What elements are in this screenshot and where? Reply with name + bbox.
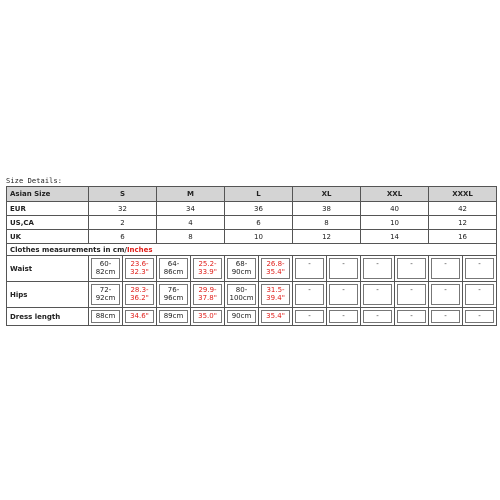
row-label-waist: Waist	[7, 256, 89, 282]
value-box	[329, 258, 358, 279]
value-line: -	[410, 260, 413, 268]
value-box	[397, 310, 426, 323]
value-box	[431, 258, 460, 279]
value-box	[363, 284, 392, 305]
usca-m: 4	[157, 216, 225, 230]
eur-xxxl: 42	[429, 202, 497, 216]
value-line: -	[308, 286, 311, 294]
usca-xxxl: 12	[429, 216, 497, 230]
value-box	[193, 284, 222, 305]
value-box	[363, 258, 392, 279]
table-row	[7, 216, 497, 230]
hips-cell-4	[225, 282, 259, 308]
value-line: 28.3-	[130, 286, 149, 294]
hips-cell-2	[157, 282, 191, 308]
waist-cell-0	[89, 256, 123, 282]
value-line: 26.8-	[266, 260, 285, 268]
value-line: -	[410, 312, 413, 320]
value-line: 89cm	[163, 312, 184, 320]
value-line: -	[376, 286, 379, 294]
value-line: -	[478, 312, 481, 320]
table-row	[7, 282, 497, 308]
value-box	[159, 258, 188, 279]
value-line: 37.8"	[198, 294, 217, 302]
value-line: -	[478, 260, 481, 268]
value-line: 90cm	[231, 312, 252, 320]
value-line: 25.2-	[198, 260, 217, 268]
hips-cell-1	[123, 282, 157, 308]
uk-m: 8	[157, 230, 225, 244]
uk-xl: 12	[293, 230, 361, 244]
size-header-xl: XL	[293, 187, 361, 202]
value-line: -	[342, 312, 345, 320]
value-box	[227, 284, 256, 305]
hips-cell-8	[361, 282, 395, 308]
value-line: -	[478, 286, 481, 294]
dress-length-cell-1	[123, 308, 157, 326]
eur-xl: 38	[293, 202, 361, 216]
value-line: 39.4"	[266, 294, 285, 302]
value-line: 88cm	[95, 312, 116, 320]
hips-cell-7	[327, 282, 361, 308]
uk-s: 6	[89, 230, 157, 244]
value-box	[193, 310, 222, 323]
value-box	[227, 258, 256, 279]
value-line: 35.0"	[198, 312, 217, 320]
value-line: 36.2"	[130, 294, 149, 302]
value-line: 33.9"	[198, 268, 217, 276]
dress-length-cell-8	[361, 308, 395, 326]
value-box	[397, 284, 426, 305]
row-label-hips: Hips	[7, 282, 89, 308]
hips-cell-6	[293, 282, 327, 308]
waist-cell-5	[259, 256, 293, 282]
hips-cell-9	[395, 282, 429, 308]
hips-cell-11	[463, 282, 497, 308]
eur-m: 34	[157, 202, 225, 216]
value-line: 35.4"	[266, 268, 285, 276]
eur-xxl: 40	[361, 202, 429, 216]
size-header-xxxl: XXXL	[429, 187, 497, 202]
value-box	[295, 310, 324, 323]
value-box	[295, 258, 324, 279]
row-label-uk: UK	[7, 230, 89, 244]
measurements-title	[7, 244, 497, 256]
hips-cell-10	[429, 282, 463, 308]
value-box	[193, 258, 222, 279]
value-line: 60-	[99, 260, 112, 268]
waist-cell-4	[225, 256, 259, 282]
uk-xxxl: 16	[429, 230, 497, 244]
value-box	[295, 284, 324, 305]
eur-s: 32	[89, 202, 157, 216]
dress-length-cell-10	[429, 308, 463, 326]
value-line: -	[376, 260, 379, 268]
value-line: 64-	[167, 260, 180, 268]
value-line: 23.6-	[130, 260, 149, 268]
waist-cell-10	[429, 256, 463, 282]
value-line: 32.3"	[130, 268, 149, 276]
waist-cell-3	[191, 256, 225, 282]
size-details-caption: Size Details:	[6, 177, 63, 185]
value-line: 86cm	[163, 268, 184, 276]
value-box	[397, 258, 426, 279]
dress-length-cell-6	[293, 308, 327, 326]
value-box	[91, 258, 120, 279]
usca-l: 6	[225, 216, 293, 230]
value-box	[125, 310, 154, 323]
row-label-usca: US,CA	[7, 216, 89, 230]
usca-xxl: 10	[361, 216, 429, 230]
value-box	[227, 310, 256, 323]
measurements-title-row	[7, 244, 497, 256]
value-line: -	[444, 286, 447, 294]
usca-xl: 8	[293, 216, 361, 230]
waist-cell-6	[293, 256, 327, 282]
size-table	[6, 186, 497, 326]
asian-size-header: Asian Size	[7, 187, 89, 202]
table-row	[7, 308, 497, 326]
value-line: -	[444, 312, 447, 320]
size-chart	[6, 186, 492, 326]
table-row	[7, 230, 497, 244]
value-box	[125, 284, 154, 305]
hips-cell-0	[89, 282, 123, 308]
value-box	[465, 310, 494, 323]
usca-s: 2	[89, 216, 157, 230]
value-line: 72-	[99, 286, 112, 294]
dress-length-cell-3	[191, 308, 225, 326]
dress-length-cell-7	[327, 308, 361, 326]
value-box	[159, 284, 188, 305]
header-row	[7, 187, 497, 202]
size-header-m: M	[157, 187, 225, 202]
row-label-dress-length: Dress length	[7, 308, 89, 326]
waist-cell-2	[157, 256, 191, 282]
value-box	[431, 310, 460, 323]
value-line: -	[342, 286, 345, 294]
value-box	[91, 310, 120, 323]
value-line: -	[410, 286, 413, 294]
value-box	[159, 310, 188, 323]
value-line: 80-	[235, 286, 248, 294]
value-box	[329, 310, 358, 323]
value-line: -	[342, 260, 345, 268]
hips-cell-5	[259, 282, 293, 308]
value-line: -	[444, 260, 447, 268]
hips-cell-3	[191, 282, 225, 308]
value-box	[329, 284, 358, 305]
uk-xxl: 14	[361, 230, 429, 244]
value-line: 76-	[167, 286, 180, 294]
value-line: 82cm	[95, 268, 116, 276]
value-box	[125, 258, 154, 279]
measurements-title-cm: Clothes measurements in cm/	[10, 245, 127, 254]
value-line: 96cm	[163, 294, 184, 302]
value-box	[465, 284, 494, 305]
value-box	[261, 258, 290, 279]
value-line: 31.5-	[266, 286, 285, 294]
measurements-title-inches: Inches	[126, 245, 153, 254]
value-box	[363, 310, 392, 323]
value-box	[261, 284, 290, 305]
dress-length-cell-4	[225, 308, 259, 326]
dress-length-cell-5	[259, 308, 293, 326]
value-line: -	[308, 260, 311, 268]
table-row	[7, 202, 497, 216]
value-line: -	[376, 312, 379, 320]
dress-length-cell-9	[395, 308, 429, 326]
eur-l: 36	[225, 202, 293, 216]
value-line: 35.4"	[266, 312, 285, 320]
waist-cell-11	[463, 256, 497, 282]
waist-cell-9	[395, 256, 429, 282]
value-line: -	[308, 312, 311, 320]
value-box	[261, 310, 290, 323]
value-line: 100cm	[229, 294, 254, 302]
waist-cell-8	[361, 256, 395, 282]
value-line: 29.9-	[198, 286, 217, 294]
table-row	[7, 256, 497, 282]
value-line: 92cm	[95, 294, 116, 302]
size-header-s: S	[89, 187, 157, 202]
row-label-eur: EUR	[7, 202, 89, 216]
uk-l: 10	[225, 230, 293, 244]
value-line: 68-	[235, 260, 248, 268]
value-box	[465, 258, 494, 279]
value-box	[431, 284, 460, 305]
size-header-xxl: XXL	[361, 187, 429, 202]
value-line: 90cm	[231, 268, 252, 276]
waist-cell-7	[327, 256, 361, 282]
dress-length-cell-0	[89, 308, 123, 326]
value-line: 34.6"	[130, 312, 149, 320]
value-box	[91, 284, 120, 305]
waist-cell-1	[123, 256, 157, 282]
dress-length-cell-11	[463, 308, 497, 326]
size-header-l: L	[225, 187, 293, 202]
dress-length-cell-2	[157, 308, 191, 326]
